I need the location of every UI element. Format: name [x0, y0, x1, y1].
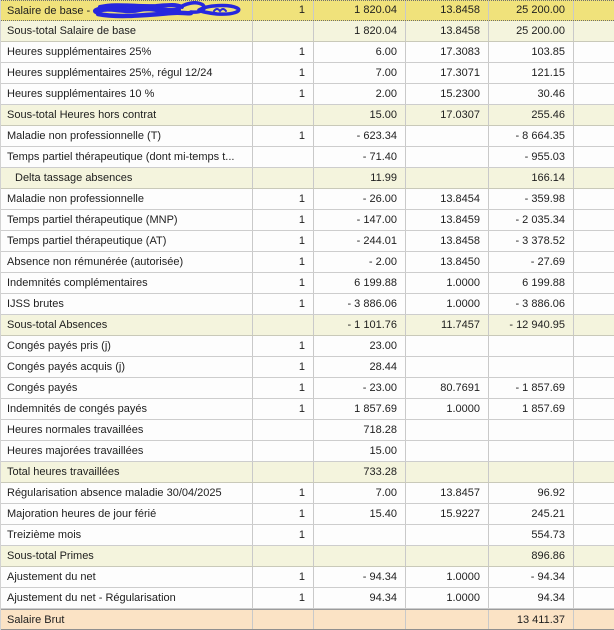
cell-amount: - 1 857.69: [489, 378, 574, 398]
cell-rate: 15.2300: [406, 84, 489, 104]
table-row[interactable]: [1, 546, 614, 567]
row-label: Majoration heures de jour férié: [7, 508, 157, 520]
cell-rate: [406, 126, 489, 146]
cell-qty: 1: [253, 84, 314, 104]
row-label: Sous-total Heures hors contrat: [7, 109, 157, 121]
cell-filler: [574, 252, 614, 272]
row-label: Heures supplémentaires 10 %: [7, 88, 155, 100]
cell-qty: 1: [253, 210, 314, 230]
cell-amount: 13 411.37: [489, 610, 574, 629]
cell-rate: [406, 147, 489, 167]
cell-qty: 1: [253, 588, 314, 608]
row-label: Total heures travaillées: [7, 466, 120, 478]
cell-label: [1, 42, 253, 62]
cell-base: 15.00: [314, 441, 406, 461]
cell-filler: [574, 63, 614, 83]
row-label: Absence non rémunérée (autorisée): [7, 256, 184, 268]
row-label: Régularisation absence maladie 30/04/2025: [7, 487, 222, 499]
cell-rate: 13.8459: [406, 210, 489, 230]
cell-label: [1, 84, 253, 104]
cell-filler: [574, 441, 614, 461]
table-row[interactable]: [1, 462, 614, 483]
cell-label: [1, 525, 253, 545]
cell-base: - 94.34: [314, 567, 406, 587]
cell-rate: [406, 420, 489, 440]
cell-filler: [574, 483, 614, 503]
cell-rate: 13.8458: [406, 231, 489, 251]
cell-label: [1, 567, 253, 587]
cell-qty: [253, 168, 314, 188]
cell-amount: 25 200.00: [489, 21, 574, 41]
table-row[interactable]: [1, 21, 614, 42]
row-label: Delta tassage absences: [15, 172, 133, 184]
cell-rate: 1.0000: [406, 567, 489, 587]
row-label: Sous-total Primes: [7, 550, 94, 562]
cell-label: [1, 105, 253, 125]
row-label: Heures majorées travaillées: [7, 445, 144, 457]
row-label: Maladie non professionnelle (T): [7, 130, 162, 142]
cell-rate: 15.9227: [406, 504, 489, 524]
cell-rate: 1.0000: [406, 273, 489, 293]
cell-filler: [574, 525, 614, 545]
cell-label: [1, 252, 253, 272]
cell-filler: [574, 273, 614, 293]
row-label: Treizième mois: [7, 529, 82, 541]
table-row[interactable]: [1, 42, 614, 63]
cell-qty: [253, 420, 314, 440]
cell-filler: [574, 567, 614, 587]
cell-filler: [574, 399, 614, 419]
cell-amount: 121.15: [489, 63, 574, 83]
cell-base: [314, 610, 406, 629]
cell-base: 1 857.69: [314, 399, 406, 419]
row-label: Temps partiel thérapeutique (dont mi-temps t...: [7, 151, 235, 163]
table-row[interactable]: [1, 525, 614, 546]
cell-filler: [574, 588, 614, 608]
table-row[interactable]: [1, 168, 614, 189]
cell-amount: - 2 035.34: [489, 210, 574, 230]
cell-qty: [253, 462, 314, 482]
cell-label: [1, 399, 253, 419]
cell-rate: 17.3071: [406, 63, 489, 83]
cell-filler: [574, 294, 614, 314]
table-row[interactable]: [1, 378, 614, 399]
table-row[interactable]: [1, 441, 614, 462]
redaction-scribble-icon: [93, 1, 245, 19]
cell-base: 7.00: [314, 63, 406, 83]
table-row[interactable]: [1, 567, 614, 588]
cell-rate: [406, 441, 489, 461]
row-label: Congés payés: [7, 382, 78, 394]
row-label: Sous-total Absences: [7, 319, 108, 331]
cell-qty: [253, 105, 314, 125]
cell-label: [1, 420, 253, 440]
cell-label: [1, 21, 253, 41]
cell-filler: [574, 189, 614, 209]
cell-rate: 13.8458: [406, 21, 489, 41]
cell-filler: [574, 84, 614, 104]
cell-label: [1, 441, 253, 461]
cell-qty: 1: [253, 126, 314, 146]
cell-filler: [574, 504, 614, 524]
cell-qty: [253, 610, 314, 629]
cell-amount: 896.86: [489, 546, 574, 566]
cell-label: [1, 168, 253, 188]
cell-amount: 255.46: [489, 105, 574, 125]
cell-qty: 1: [253, 378, 314, 398]
table-row[interactable]: [1, 399, 614, 420]
cell-label: [1, 462, 253, 482]
cell-qty: 1: [253, 42, 314, 62]
cell-base: - 244.01: [314, 231, 406, 251]
cell-amount: 245.21: [489, 504, 574, 524]
cell-qty: 1: [253, 399, 314, 419]
cell-label: [1, 315, 253, 335]
row-label: Salaire de base -: [7, 4, 91, 17]
table-row[interactable]: [1, 210, 614, 231]
cell-amount: 94.34: [489, 588, 574, 608]
cell-qty: [253, 147, 314, 167]
cell-label: [1, 231, 253, 251]
cell-qty: 1: [253, 231, 314, 251]
cell-label: [1, 546, 253, 566]
table-row[interactable]: [1, 273, 614, 294]
cell-rate: 80.7691: [406, 378, 489, 398]
cell-base: 733.28: [314, 462, 406, 482]
row-label: Sous-total Salaire de base: [7, 25, 137, 37]
cell-filler: [574, 462, 614, 482]
cell-amount: [489, 441, 574, 461]
cell-label: [1, 504, 253, 524]
cell-qty: [253, 546, 314, 566]
cell-qty: 1: [253, 273, 314, 293]
cell-rate: [406, 336, 489, 356]
row-label: Temps partiel thérapeutique (AT): [7, 235, 167, 247]
cell-base: 2.00: [314, 84, 406, 104]
cell-qty: 1: [253, 63, 314, 83]
table-row[interactable]: [1, 63, 614, 84]
cell-rate: 13.8458: [406, 1, 489, 20]
cell-label: [1, 483, 253, 503]
cell-base: 23.00: [314, 336, 406, 356]
cell-base: 7.00: [314, 483, 406, 503]
cell-label: [1, 147, 253, 167]
cell-amount: 96.92: [489, 483, 574, 503]
cell-label: [1, 1, 253, 20]
row-label: IJSS brutes: [7, 298, 64, 310]
cell-amount: [489, 420, 574, 440]
cell-amount: 1 857.69: [489, 399, 574, 419]
cell-qty: [253, 441, 314, 461]
cell-filler: [574, 21, 614, 41]
cell-rate: 11.7457: [406, 315, 489, 335]
cell-filler: [574, 420, 614, 440]
cell-base: [314, 525, 406, 545]
cell-qty: 1: [253, 357, 314, 377]
cell-label: [1, 336, 253, 356]
cell-amount: 554.73: [489, 525, 574, 545]
cell-qty: [253, 315, 314, 335]
cell-base: - 623.34: [314, 126, 406, 146]
cell-amount: [489, 462, 574, 482]
cell-amount: - 3 886.06: [489, 294, 574, 314]
cell-label: [1, 63, 253, 83]
table-row[interactable]: [1, 483, 614, 504]
cell-label: [1, 588, 253, 608]
cell-label: [1, 294, 253, 314]
cell-label: [1, 210, 253, 230]
cell-rate: 1.0000: [406, 588, 489, 608]
cell-base: - 23.00: [314, 378, 406, 398]
cell-amount: - 955.03: [489, 147, 574, 167]
cell-base: 15.00: [314, 105, 406, 125]
cell-rate: [406, 610, 489, 629]
table-row[interactable]: [1, 357, 614, 378]
cell-rate: 17.0307: [406, 105, 489, 125]
cell-rate: 13.8454: [406, 189, 489, 209]
cell-amount: [489, 336, 574, 356]
cell-base: 28.44: [314, 357, 406, 377]
cell-base: 11.99: [314, 168, 406, 188]
cell-filler: [574, 546, 614, 566]
cell-amount: - 94.34: [489, 567, 574, 587]
table-row[interactable]: [1, 336, 614, 357]
cell-filler: [574, 210, 614, 230]
cell-base: - 71.40: [314, 147, 406, 167]
table-row[interactable]: [1, 315, 614, 336]
cell-qty: 1: [253, 294, 314, 314]
table-rows-container: [1, 0, 614, 630]
cell-qty: 1: [253, 567, 314, 587]
cell-filler: [574, 231, 614, 251]
cell-amount: 166.14: [489, 168, 574, 188]
table-row[interactable]: [1, 84, 614, 105]
row-label: Ajustement du net: [7, 571, 96, 583]
cell-label: [1, 126, 253, 146]
cell-base: - 26.00: [314, 189, 406, 209]
cell-amount: 30.46: [489, 84, 574, 104]
cell-rate: [406, 546, 489, 566]
cell-filler: [574, 378, 614, 398]
cell-amount: - 3 378.52: [489, 231, 574, 251]
cell-filler: [574, 126, 614, 146]
cell-base: 6.00: [314, 42, 406, 62]
cell-label: [1, 378, 253, 398]
row-label: Temps partiel thérapeutique (MNP): [7, 214, 178, 226]
cell-rate: 1.0000: [406, 294, 489, 314]
cell-label: [1, 273, 253, 293]
cell-rate: [406, 462, 489, 482]
cell-rate: 13.8457: [406, 483, 489, 503]
cell-amount: - 359.98: [489, 189, 574, 209]
cell-qty: 1: [253, 525, 314, 545]
row-label: Indemnités de congés payés: [7, 403, 148, 415]
table-row[interactable]: [1, 147, 614, 168]
cell-filler: [574, 336, 614, 356]
cell-filler: [574, 147, 614, 167]
cell-base: - 147.00: [314, 210, 406, 230]
cell-amount: 25 200.00: [489, 1, 574, 20]
cell-filler: [574, 1, 614, 20]
row-label: Maladie non professionnelle: [7, 193, 144, 205]
cell-rate: [406, 357, 489, 377]
cell-qty: 1: [253, 504, 314, 524]
cell-amount: 103.85: [489, 42, 574, 62]
cell-label: [1, 357, 253, 377]
cell-amount: [489, 357, 574, 377]
cell-qty: 1: [253, 252, 314, 272]
cell-qty: [253, 21, 314, 41]
cell-rate: 17.3083: [406, 42, 489, 62]
cell-filler: [574, 105, 614, 125]
row-label: Heures normales travaillées: [7, 424, 144, 436]
row-label: Heures supplémentaires 25%, régul 12/24: [7, 67, 213, 79]
cell-base: 15.40: [314, 504, 406, 524]
cell-filler: [574, 357, 614, 377]
cell-rate: [406, 525, 489, 545]
table-row[interactable]: [1, 126, 614, 147]
table-row[interactable]: [1, 294, 614, 315]
table-row[interactable]: [1, 0, 614, 21]
cell-base: - 3 886.06: [314, 294, 406, 314]
cell-filler: [574, 168, 614, 188]
table-row[interactable]: [1, 105, 614, 126]
table-row[interactable]: [1, 504, 614, 525]
cell-filler: [574, 315, 614, 335]
table-row[interactable]: [1, 252, 614, 273]
row-label: Congés payés pris (j): [7, 340, 111, 352]
cell-filler: [574, 42, 614, 62]
cell-amount: - 27.69: [489, 252, 574, 272]
cell-base: - 1 101.76: [314, 315, 406, 335]
row-label: Indemnités complémentaires: [7, 277, 148, 289]
cell-base: 1 820.04: [314, 1, 406, 20]
cell-filler: [574, 610, 614, 629]
cell-rate: [406, 168, 489, 188]
cell-base: 1 820.04: [314, 21, 406, 41]
cell-amount: 6 199.88: [489, 273, 574, 293]
row-label: Congés payés acquis (j): [7, 361, 126, 373]
row-label: Salaire Brut: [7, 614, 65, 626]
table-row[interactable]: [1, 231, 614, 252]
cell-qty: 1: [253, 336, 314, 356]
cell-qty: 1: [253, 1, 314, 20]
cell-label: [1, 189, 253, 209]
cell-amount: - 12 940.95: [489, 315, 574, 335]
cell-rate: 13.8450: [406, 252, 489, 272]
cell-qty: 1: [253, 189, 314, 209]
cell-base: 6 199.88: [314, 273, 406, 293]
cell-base: - 2.00: [314, 252, 406, 272]
cell-qty: 1: [253, 483, 314, 503]
table-row[interactable]: [1, 609, 614, 630]
table-row[interactable]: [1, 588, 614, 609]
cell-base: 94.34: [314, 588, 406, 608]
row-label: Ajustement du net - Régularisation: [7, 592, 176, 604]
table-row[interactable]: [1, 420, 614, 441]
cell-label: [1, 610, 253, 629]
cell-base: 718.28: [314, 420, 406, 440]
cell-base: [314, 546, 406, 566]
table-row[interactable]: [1, 189, 614, 210]
row-label: Heures supplémentaires 25%: [7, 46, 152, 58]
cell-rate: 1.0000: [406, 399, 489, 419]
cell-amount: - 8 664.35: [489, 126, 574, 146]
